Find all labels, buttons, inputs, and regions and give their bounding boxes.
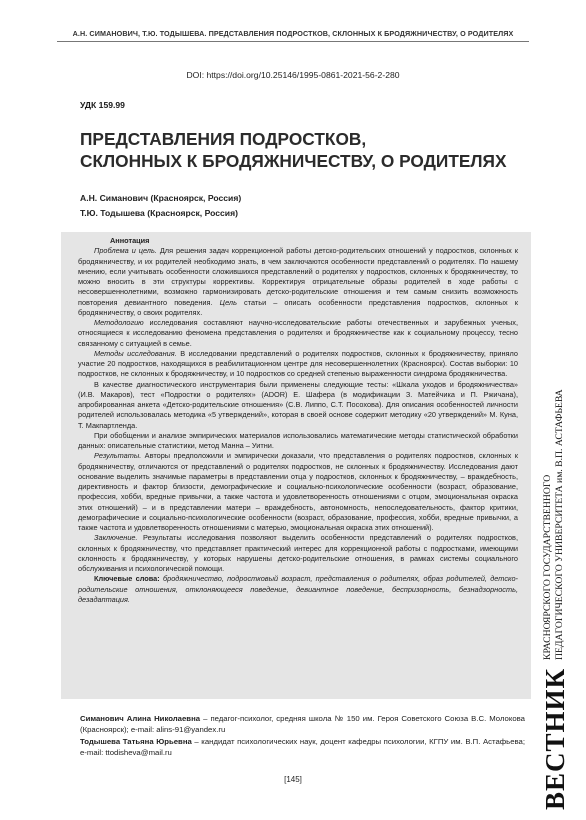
problem-label: Проблема и цель. (94, 246, 157, 256)
udk-code: УДК 159.99 (80, 100, 125, 110)
banner-univ-line-1: КРАСНОЯРСКОГО ГОСУДАРСТВЕННОГО (542, 474, 553, 660)
conclusion-text: Результаты исследования позволяют выделить особенности представлений о родителях подростков, склонных к бродяжничеству, что представляет практический интерес для коррекционной работы с подростками, имеющими склонность к бродяжничеству, у которых нарушены детско-родительские отношения, в рамках системы социального обслуживания и психологической помощи. (78, 533, 518, 573)
goal-text: статьи – описать особенности представления подростков, склонных к бродяжничеству, о своих родителях. (78, 297, 518, 317)
methods-label: Методы исследования. (94, 348, 177, 358)
journal-banner (520, 340, 580, 810)
author-2: Т.Ю. Тодышева (Красноярск, Россия) (80, 208, 238, 218)
banner-univ-line-2: ПЕДАГОГИЧЕСКОГО УНИВЕРСИТЕТА им. В.П. АСТАФЬЕВА (554, 389, 565, 660)
methods-text: В исследовании представлений о родителях подростков, склонных к бродяжничеству, приняло участие 20 подростков, находящихся в реабилитационном центре для несовершеннолетних (Красноярск). Состав выборки: 10 подростков, не склонных к бродяжничеству, и 10 подростков со средней степенью выраженности синдрома бродяжничества. (78, 348, 518, 379)
abstract-methods (78, 349, 518, 380)
keywords-text: бродяжничество, подростковый возраст, представления о родителях, образ родителей, детско-родительские отношения, отклоняющееся поведение, девиантное поведение, беспризорность, безнадзорность, дезадаптация. (78, 574, 518, 604)
running-head: А.Н. СИМАНОВИЧ, Т.Ю. ТОДЫШЕВА. ПРЕДСТАВЛЕНИЯ ПОДРОСТКОВ, СКЛОННЫХ К БРОДЯЖНИЧЕСТВУ, О РОДИТЕЛЯХ (72, 29, 514, 38)
title-line-1: ПРЕДСТАВЛЕНИЯ ПОДРОСТКОВ, (80, 129, 367, 149)
author-1: А.Н. Симанович (Красноярск, Россия) (80, 193, 242, 203)
bio-2-name: Тодышева Татьяна Юрьевна (80, 737, 192, 747)
abstract-diagnostics: В качестве диагностического инструментария были применены следующие тесты: «Шкала уходов и бродяжничества» (И.В. Макаров), тест «Подростки о родителях» (ADOR) Е. Шафера (в модификации З. Матейчика и П. Ржичана), апробированная анкета «Детско-родительские отношения» (С.В. Липпо, С.Т. Посохова). Для описания особенностей личности родителей использовалась методика «5 утверждений», которая в своей основе содержит методику «20 утверждений» М. Куна, Т. Макпартленда. (78, 379, 518, 430)
bio-1-text: – педагог-психолог, средняя школа № 150 им. Героя Советского Союза В.С. Молокова (Красноярск); e-mail: alins-91@yandex.ru (80, 714, 525, 735)
bio-1 (80, 713, 525, 735)
results-label: Результаты. (94, 451, 142, 461)
abstract-results (78, 451, 518, 533)
abstract-conclusion (78, 533, 518, 574)
header-rule (57, 41, 529, 42)
methodology-label: Методологию (94, 318, 144, 327)
goal-label: Цель (219, 297, 237, 307)
conclusion-label: Заключение. (94, 533, 138, 543)
bio-2-text: – кандидат психологических наук, доцент кафедры психологии, КГПУ им. В.П. Астафьева; e-mail: ttodisheva@mail.ru (80, 737, 525, 758)
abstract-stats: При обобщении и анализе эмпирических материалов использовались математические методы статистической обработки данных: описательные статистики, метод Манна – Уитни. (78, 430, 518, 450)
title-line-2: СКЛОННЫХ К БРОДЯЖНИЧЕСТВУ, О РОДИТЕЛЯХ (80, 151, 507, 171)
page-number: [145] (284, 775, 302, 784)
doi-link[interactable]: DOI: https://doi.org/10.25146/1995-0861-2021-56-2-280 (186, 70, 400, 80)
abstract-keywords (78, 574, 518, 605)
abstract-heading: Аннотация (110, 236, 150, 245)
bio-1-name: Симанович Алина Николаевна (80, 714, 201, 723)
banner-vestnik: ВЕСТНИК (540, 667, 570, 810)
keywords-label: Ключевые слова: (94, 574, 160, 584)
problem-text: Для решения задач коррекционной работы детско-родительских отношений у подростков, склонных к бродяжничеству, и их родителей необходимо знать, в чем заключаются особенности представлений о родителях. По нашему мнению, если учитывать особенности сложившихся представлений о родителях у подростков, склонных к бродяжничеству, то можно вносить в эти структуры коррективы. Корректируя отрицательные образы родителей в ходе работы с несовершеннолетними, возможно гармонизировать детско-родительские отношения и тем самым снизить возможность повторения девиантного поведения. (78, 246, 518, 307)
abstract-methodology (78, 318, 518, 349)
bio-2 (80, 736, 525, 758)
abstract-problem (78, 246, 518, 318)
methodology-text: исследования составляют научно-исследовательские работы отечественных и зарубежных ученых, относящиеся к исследованию феномена представления о родителях и бродяжничестве как к социальному процессу, тесно связанному с ситуацией в семье. (78, 318, 518, 348)
article-title (80, 128, 520, 172)
author-bios (80, 713, 525, 759)
abstract-box (61, 232, 531, 699)
abstract-text (78, 236, 518, 605)
results-text: Авторы предположили и эмпирически доказали, что представления о родителях подростков, склонных к бродяжничеству, отличаются от представлений о родителях подростков, не склонных к бродяжничеству. Исследования дают основание выделить значимые параметры в представлении отца у подростков, склонных к бродяжничеству, – враждебность, директивность и фактор близости, демографические и социально-психологические особенности (возраст, образование, профессия, хобби, вредные привычки, а также частота и удовлетворенность отношениями с отцом, эмоциональная окраска этих отношений) – и в представлении матери – враждебность, автономность, непоследовательность, фактор критики, демографические и социально-психологические особенности (возраст, образование, профессия, хобби, вредные привычки, а также частота и удовлетворенность отношениями с матерью, эмоциональная окраска этих отношений). (78, 451, 518, 532)
